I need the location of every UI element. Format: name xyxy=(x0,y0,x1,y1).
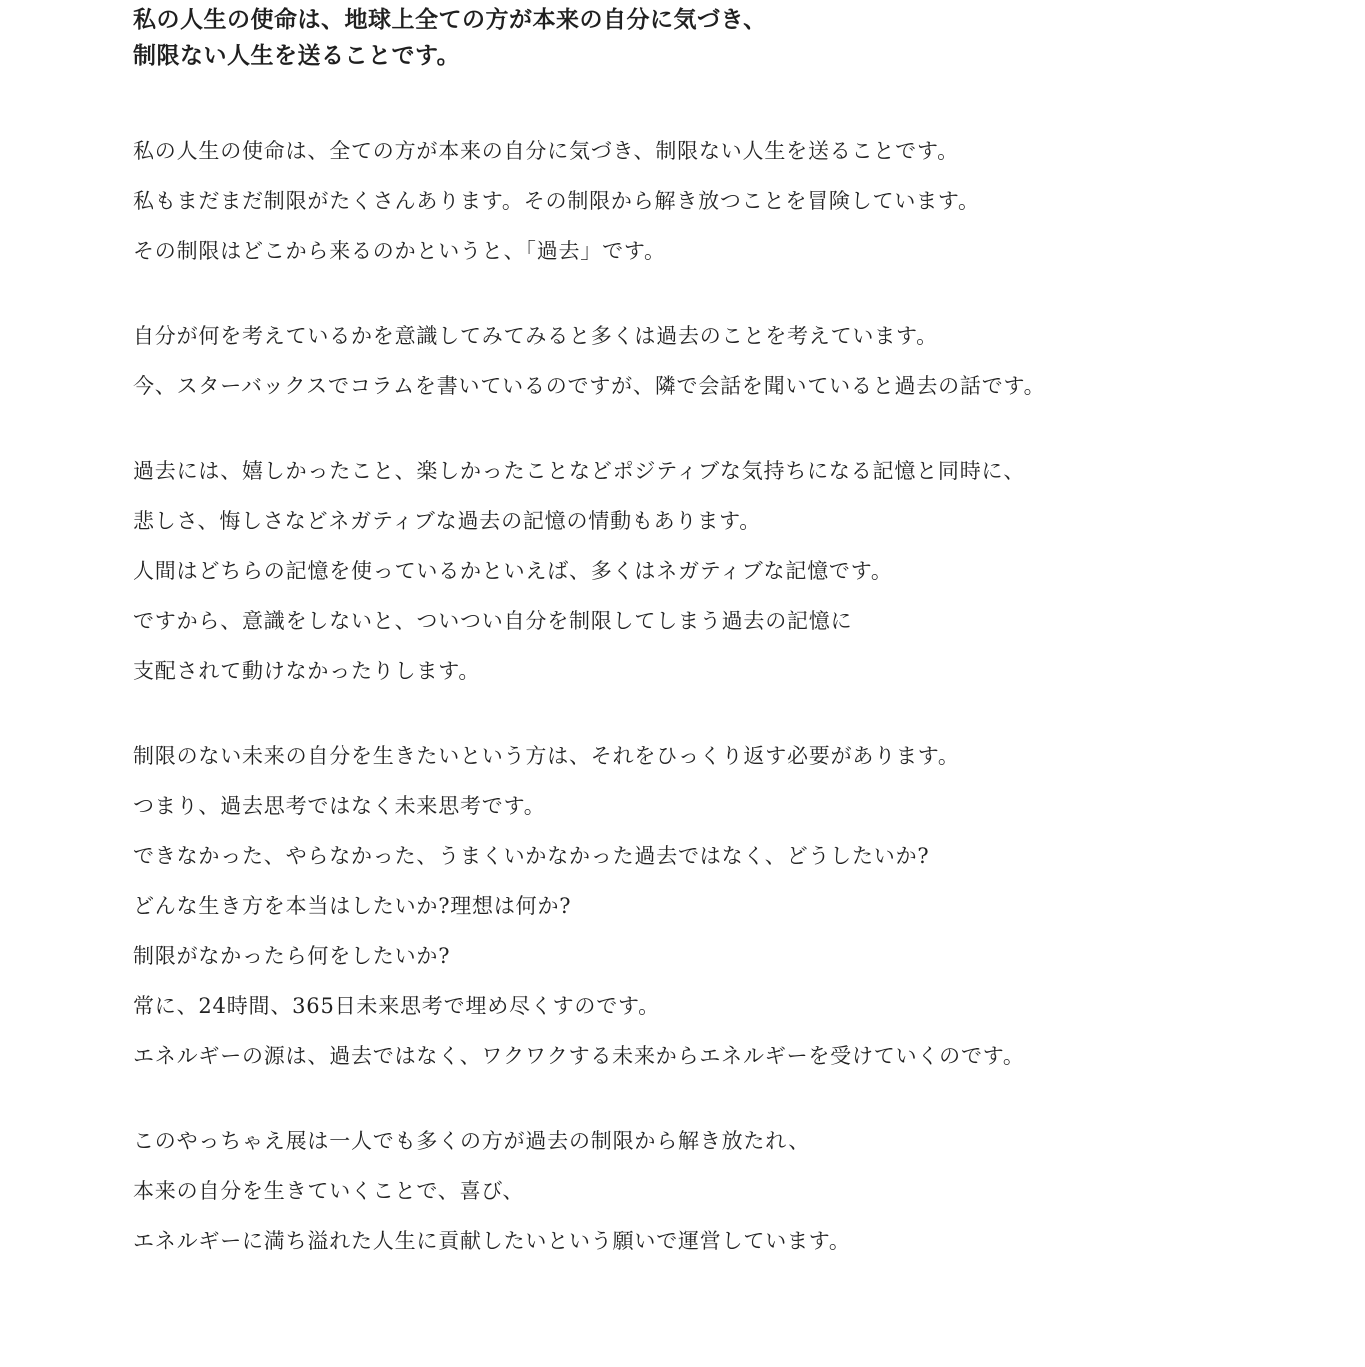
text-line: 支配されて動けなかったりします。 xyxy=(133,659,481,683)
article-body xyxy=(133,126,1243,1266)
text-line: 自分が何を考えているかを意識してみてみると多くは過去のことを考えています。 xyxy=(133,324,938,348)
text-line: 制限がなかったら何をしたいか? xyxy=(133,944,451,968)
article xyxy=(133,0,1243,1301)
text-line: 私の人生の使命は、全ての方が本来の自分に気づき、制限ない人生を送ることです。 xyxy=(133,139,959,163)
text-line: エネルギーの源は、過去ではなく、ワクワクする未来からエネルギーを受けていくのです。 xyxy=(133,1044,1025,1068)
paragraph-future-thinking xyxy=(133,731,1243,1081)
heading-line: 制限ない人生を送ることです。 xyxy=(133,42,461,69)
paragraph-awareness xyxy=(133,311,1243,411)
text-line: その制限はどこから来るのかというと、「過去」です。 xyxy=(133,239,666,263)
paragraph-mission xyxy=(133,126,1243,276)
text-line: 私もまだまだ制限がたくさんあります。その制限から解き放つことを冒険しています。 xyxy=(133,189,980,213)
text-line: どんな生き方を本当はしたいか?理想は何か? xyxy=(133,894,572,918)
text-line: エネルギーに満ち溢れた人生に貢献したいという願いで運営しています。 xyxy=(133,1229,851,1253)
text-line: ですから、意識をしないと、ついつい自分を制限してしまう過去の記憶に xyxy=(133,609,853,633)
text-line: 制限のない未来の自分を生きたいという方は、それをひっくり返す必要があります。 xyxy=(133,744,960,768)
paragraph-memories xyxy=(133,446,1243,696)
text-line: 常に、24時間、365日未来思考で埋め尽くすのです。 xyxy=(133,994,660,1018)
article-heading xyxy=(133,0,1243,72)
paragraph-exhibition xyxy=(133,1116,1243,1266)
text-line: 過去には、嬉しかったこと、楽しかったことなどポジティブな気持ちになる記憶と同時に、 xyxy=(133,459,1026,483)
text-line: つまり、過去思考ではなく未来思考です。 xyxy=(133,794,546,818)
text-line: 悲しさ、悔しさなどネガティブな過去の記憶の情動もあります。 xyxy=(133,509,761,533)
text-line: できなかった、やらなかった、うまくいかなかった過去ではなく、どうしたいか? xyxy=(133,844,930,868)
text-line: このやっちゃえ展は一人でも多くの方が過去の制限から解き放たれ、 xyxy=(133,1129,811,1153)
text-line: 今、スターバックスでコラムを書いているのですが、隣で会話を聞いていると過去の話です。 xyxy=(133,374,1046,398)
heading-line: 私の人生の使命は、地球上全ての方が本来の自分に気づき、 xyxy=(133,6,767,33)
text-line: 人間はどちらの記憶を使っているかといえば、多くはネガティブな記憶です。 xyxy=(133,559,893,583)
text-line: 本来の自分を生きていくことで、喜び、 xyxy=(133,1179,525,1203)
